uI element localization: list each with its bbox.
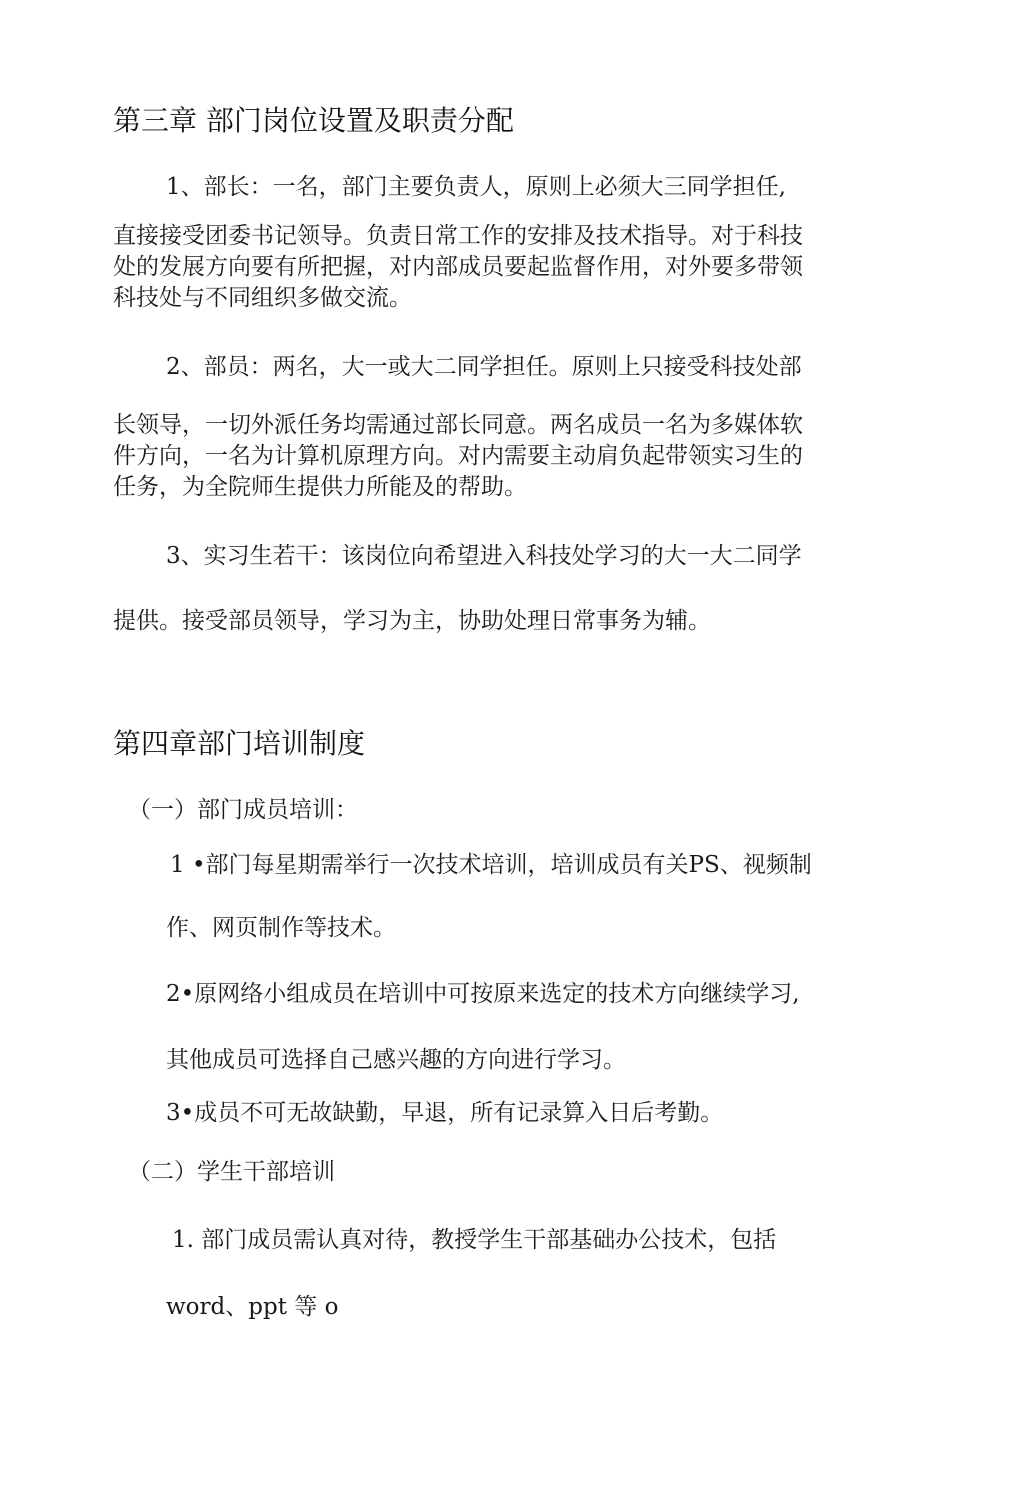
chapter3-item3-first-line: 3、实习生若干：该岗位向希望进入科技处学习的大一大二同学 bbox=[166, 543, 802, 569]
chapter4-s1-item2-line1: 2•原网络小组成员在培训中可按原来选定的技术方向继续学习, bbox=[166, 981, 800, 1007]
chapter4-s2-item1-line1: 1. 部门成员需认真对待，教授学生干部基础办公技术，包括 bbox=[172, 1227, 777, 1253]
chapter3-item3-second-line: 提供。接受部员领导，学习为主，协助处理日常事务为辅。 bbox=[113, 608, 711, 634]
chapter4-heading: 第四章部门培训制度 bbox=[113, 727, 366, 760]
chapter4-s1-item1-line2: 作、网页制作等技术。 bbox=[166, 915, 396, 941]
chapter3-item2-body bbox=[113, 410, 858, 503]
chapter3-item1-first-line: 1、部长：一名，部门主要负责人，原则上必须大三同学担任, bbox=[166, 174, 786, 200]
chapter4-s1-item2-line2: 其他成员可选择自己感兴趣的方向进行学习。 bbox=[166, 1047, 626, 1073]
chapter4-s2-item1-line2: word、ppt 等 o bbox=[166, 1294, 339, 1320]
chapter3-item2-line: 件方向，一名为计算机原理方向。对内需要主动肩负起带领实习生的 bbox=[113, 443, 803, 469]
chapter4-s1-item3: 3•成员不可无故缺勤，早退，所有记录算入日后考勤。 bbox=[166, 1100, 724, 1126]
chapter4-s1-item1-line1: 1 •部门每星期需举行一次技术培训，培训成员有关PS、视频制 bbox=[170, 852, 812, 878]
chapter3-item2-line: 长领导，一切外派任务均需通过部长同意。两名成员一名为多媒体软 bbox=[113, 412, 803, 438]
chapter3-item1-body bbox=[113, 221, 858, 314]
chapter3-item2-line: 任务，为全院师生提供力所能及的帮助。 bbox=[113, 474, 527, 500]
chapter3-item1-line: 直接接受团委书记领导。负责日常工作的安排及技术指导。对于科技 bbox=[113, 223, 803, 249]
chapter3-heading: 第三章 部门岗位设置及职责分配 bbox=[113, 104, 514, 137]
chapter4-section1-title: （一）部门成员培训： bbox=[128, 797, 358, 823]
chapter4-section2-title: （二）学生干部培训 bbox=[128, 1159, 335, 1185]
chapter3-item1-line: 科技处与不同组织多做交流。 bbox=[113, 285, 412, 311]
chapter3-item2-first-line: 2、部员：两名，大一或大二同学担任。原则上只接受科技处部 bbox=[166, 354, 802, 380]
chapter3-item1-line: 处的发展方向要有所把握，对内部成员要起监督作用，对外要多带领 bbox=[113, 254, 803, 280]
